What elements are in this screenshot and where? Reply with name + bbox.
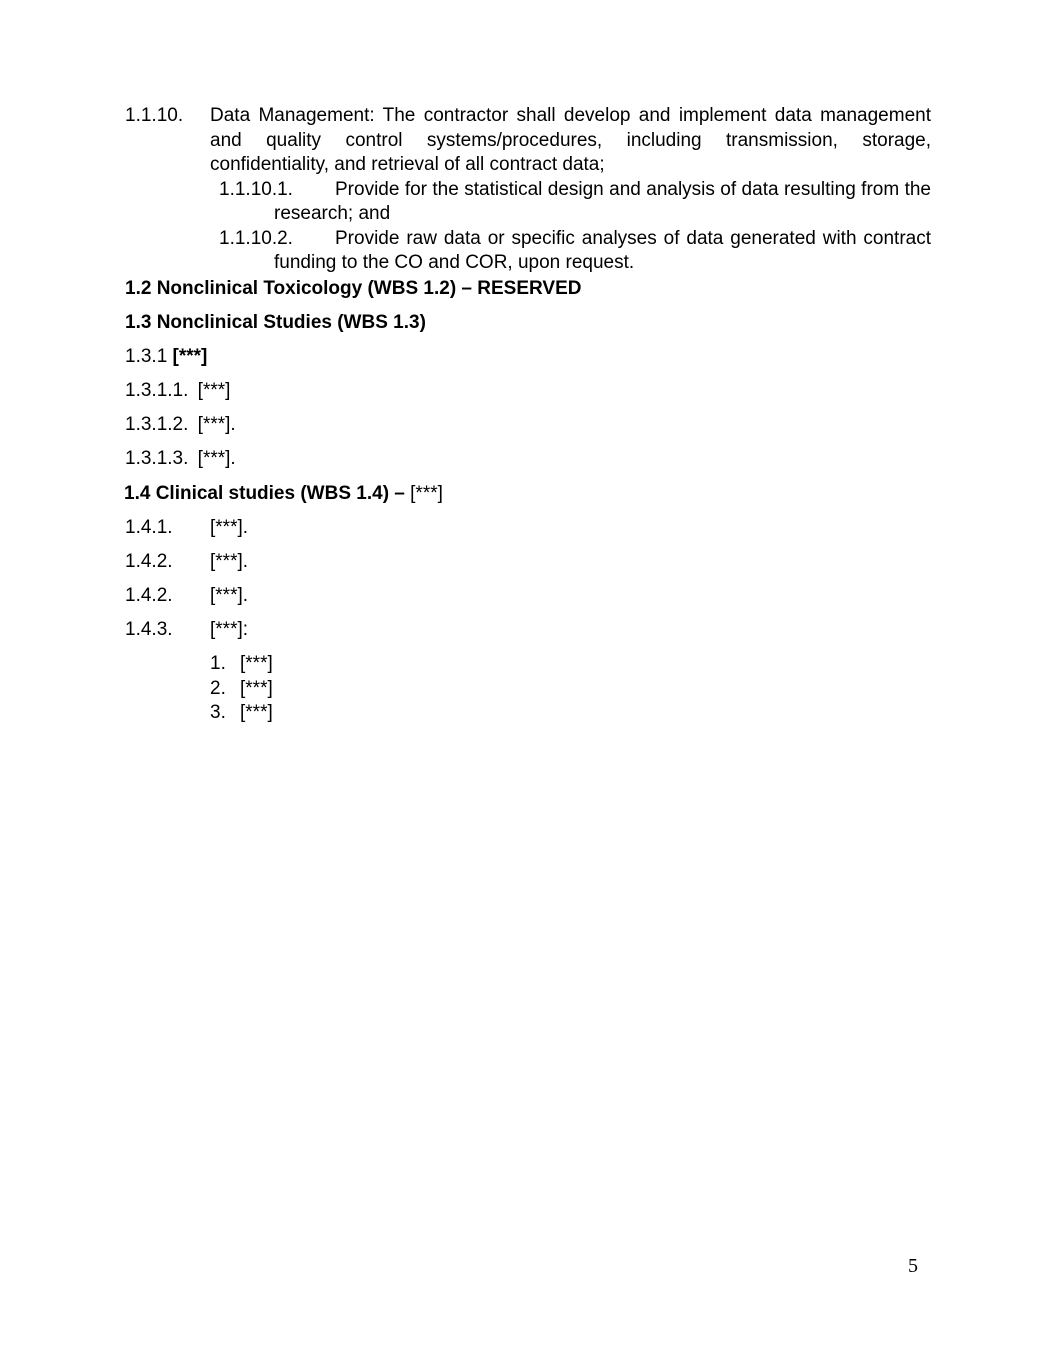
subitem-number: 1.1.10.1. [219,178,293,200]
item-number: 1.4.2. [125,585,173,606]
item-number: 1.4.3. [125,619,173,640]
subitem-text: Provide raw data or specific analyses of data generated with contract funding to the CO and COR, upon request. [274,227,931,273]
subitem-1-1-10-1 [219,178,931,227]
item-1-3-1-2 [125,413,236,438]
item-number: 1.3.1.1. [125,380,189,401]
item-text: [***]. [210,551,249,572]
heading-text: 1.4 Clinical studies (WBS 1.4) – [124,483,405,504]
item-number: 1.3.1 [125,346,168,367]
list-item [210,677,273,702]
section-text: Data Management: The contractor shall develop and implement data management and quality control systems/procedures, including transmission, storage, confidentiality, and retrieval of all contract data; [210,105,931,175]
item-1-4-2-repeat [125,584,425,609]
page-number: 5 [908,1255,918,1277]
subitem-number: 1.1.10.2. [219,227,293,249]
list-number: 2. [210,678,226,699]
subitem-text: Provide for the statistical design and analysis of data resulting from the research; and [274,178,931,224]
item-number: 1.3.1.3. [125,448,189,469]
item-1-3-1-3 [125,447,236,472]
item-number: 1.3.1.2. [125,414,189,435]
item-text: [***]. [197,448,236,469]
heading-1-4 [124,482,443,507]
list-item [210,701,273,726]
list-item [210,652,273,677]
item-text: [***]. [210,517,249,538]
list-text: [***] [240,653,273,674]
item-text: [***]. [197,414,236,435]
item-1-3-1 [125,345,207,370]
item-1-4-3 [125,618,425,643]
item-1-4-2 [125,550,425,575]
item-1-3-1-1 [125,379,230,404]
list-text: [***] [240,678,273,699]
list-number: 1. [210,653,226,674]
list-text: [***] [240,702,273,723]
section-number: 1.1.10. [125,105,184,126]
heading-suffix: [***] [410,483,443,504]
section-1-1-10 [125,104,931,276]
item-text: [***] [172,346,208,367]
heading-1-2: 1.2 Nonclinical Toxicology (WBS 1.2) – RESERVED [125,278,582,299]
item-text: [***] [197,380,231,401]
item-text: [***]. [210,585,249,606]
heading-1-3: 1.3 Nonclinical Studies (WBS 1.3) [125,312,426,333]
subitem-1-1-10-2 [219,227,931,276]
item-number: 1.4.1. [125,517,173,538]
item-number: 1.4.2. [125,551,173,572]
list-number: 3. [210,702,226,723]
item-text: [***]: [210,619,249,640]
item-1-4-1 [125,516,425,541]
